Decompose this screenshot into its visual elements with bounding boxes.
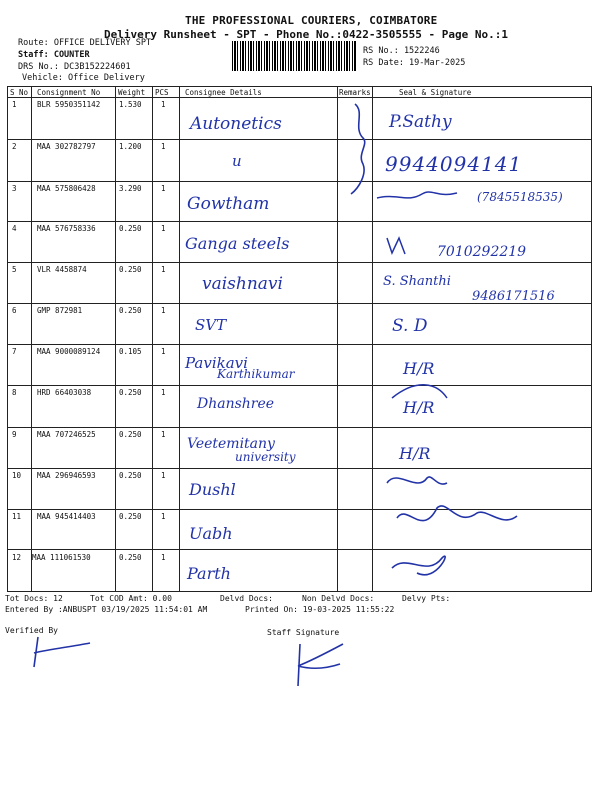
rs-number: RS No.: 1522246 [363,46,440,56]
col-seal: Seal & Signature [399,88,472,97]
row-consignment: MAA 707246525 [37,430,96,439]
row-seal: 9944094141 [385,152,523,176]
row-consignment: MAA 111061530 [32,553,91,562]
row-consignee: Dushl [189,480,236,499]
row-consignee: Gowtham [187,194,270,214]
col-pcs: PCS [155,88,169,97]
row-pcs: 1 [161,100,166,109]
row-consignment: MAA 302782797 [37,142,96,151]
non-delivered-docs: Non Delvd Docs: [302,594,375,603]
row-sno: 2 [12,142,17,151]
row-weight: 0.250 [119,306,142,315]
entered-by: Entered By :ANBUSPT 03/19/2025 11:54:01 AM [5,605,208,614]
row-weight: 0.250 [119,430,142,439]
row-consignment: HRD 66403038 [37,388,92,397]
row-pcs: 1 [161,471,166,480]
row-pcs: 1 [161,306,166,315]
row-sno: 5 [12,265,17,274]
row-consignee-line2: Karthikumar [217,367,295,381]
row-consignment: GMP 872981 [37,306,83,315]
company-title: THE PROFESSIONAL COURIERS, COIMBATORE [185,14,438,27]
row-weight: 1.200 [119,142,142,151]
row-consignment: MAA 296946593 [37,471,96,480]
row-sno: 4 [12,224,17,233]
row-sno: 1 [12,100,17,109]
runsheet-subtitle: Delivery Runsheet - SPT - Phone No.:0422-3505555 - Page No.:1 [104,28,508,41]
row-consignee: Autonetics [190,114,282,134]
col-remarks: Remarks [339,88,371,97]
delivered-docs: Delvd Docs: [220,594,273,603]
row-pcs: 1 [161,388,166,397]
col-consignment: Consignment No [37,88,101,97]
row-consignee: SVT [195,316,227,334]
row-consignee: Uabh [189,524,233,543]
row-pcs: 1 [161,347,166,356]
row-weight: 0.250 [119,512,142,521]
row-consignment: BLR 5950351142 [37,100,101,109]
verified-by-label: Verified By [5,626,58,635]
row-consignment: VLR 4458874 [37,265,87,274]
row-consignment: MAA 575806428 [37,184,96,193]
row-pcs: 1 [161,224,166,233]
row-consignment: MAA 9000089124 [37,347,101,356]
vehicle-label: Vehicle: Office Delivery [22,73,145,83]
row-weight: 0.250 [119,265,142,274]
row-seal: H/R [403,398,435,417]
row-consignment: MAA 945414403 [37,512,96,521]
route-label: Route: OFFICE DELIVERY SPT [18,38,152,48]
staff-signature [288,640,348,690]
row-pcs: 1 [161,184,166,193]
row-consignee: Ganga steels [185,234,290,253]
row-sno: 3 [12,184,17,193]
row-consignment: MAA 576758336 [37,224,96,233]
row-consignee: vaishnavi [202,274,283,294]
row-consignee: Pavikavi [185,354,248,372]
row-weight: 0.250 [119,471,142,480]
row-seal-phone: 9486171516 [472,289,555,304]
row-seal: H/R [399,444,431,463]
row-weight: 0.250 [119,224,142,233]
col-weight: Weight [118,88,146,97]
staff-signature-label: Staff Signature [267,628,340,637]
delivery-points: Delvy Pts: [402,594,451,603]
row-seal: S. Shanthi [383,274,451,289]
row-seal: (7845518535) [477,190,563,204]
row-sno: 10 [12,471,22,480]
row-pcs: 1 [161,142,166,151]
col-consignee: Consignee Details [185,88,262,97]
row-sno: 8 [12,388,17,397]
verifier-signature [20,633,100,673]
row-weight: 1.530 [119,100,142,109]
row-consignee: Veetemitany [187,436,275,452]
row-pcs: 1 [161,265,166,274]
row-sno: 6 [12,306,17,315]
handwritten-marks [337,98,592,592]
row-pcs: 1 [161,553,166,562]
total-docs: Tot Docs: 12 [5,594,63,603]
staff-label: Staff: COUNTER [18,50,90,60]
drs-number: DRS No.: DC3B152224601 [18,62,131,72]
barcode-image [232,41,357,71]
rs-date: RS Date: 19-Mar-2025 [363,58,466,68]
row-weight: 0.250 [119,388,142,397]
col-sno: S No [10,88,29,97]
total-cod-amount: Tot COD Amt: 0.00 [90,594,172,603]
row-consignee-line2: university [235,450,296,464]
printed-on: Printed On: 19-03-2025 11:55:22 [245,605,395,614]
row-weight: 3.290 [119,184,142,193]
row-seal: P.Sathy [389,112,452,132]
row-pcs: 1 [161,430,166,439]
row-sno: 12 [12,553,22,562]
row-sno: 11 [12,512,22,521]
runsheet-table [7,86,592,592]
row-consignee: Dhanshree [197,396,275,412]
row-seal: 7010292219 [437,244,527,260]
row-seal: H/R [403,359,435,378]
row-weight: 0.250 [119,553,142,562]
row-pcs: 1 [161,512,166,521]
row-sno: 7 [12,347,17,356]
row-consignee: u [232,152,242,170]
row-seal: S. D [392,316,428,336]
row-weight: 0.105 [119,347,142,356]
row-sno: 9 [12,430,17,439]
row-consignee: Parth [187,564,231,583]
